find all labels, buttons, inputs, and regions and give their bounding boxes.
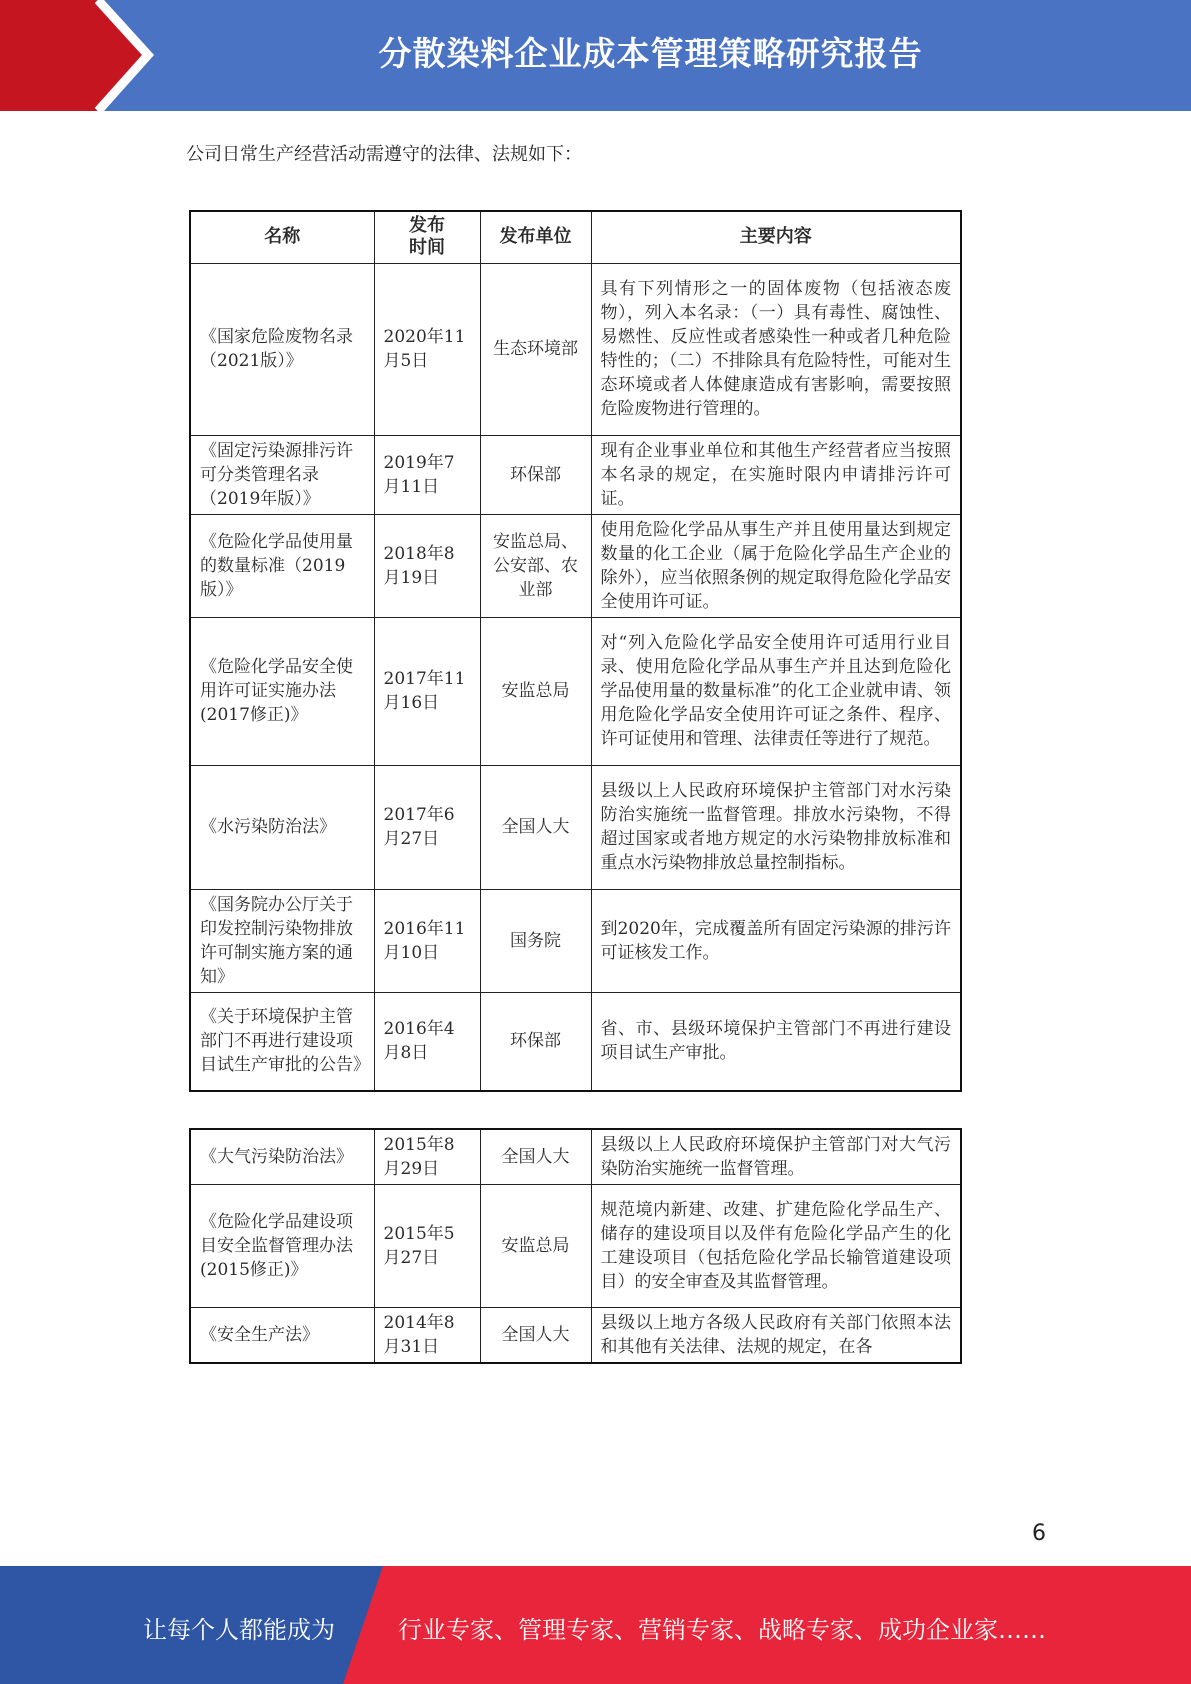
law-content: 县级以上地方各级人民政府有关部门依照本法和其他有关法律、法规的规定，在各 — [591, 1308, 961, 1364]
law-unit: 环保部 — [480, 992, 591, 1091]
footer-slogan-left: 让每个人都能成为 — [143, 1616, 335, 1644]
law-name: 《安全生产法》 — [190, 1308, 374, 1364]
law-unit: 安监总局 — [480, 1185, 591, 1308]
law-content: 到2020年，完成覆盖所有固定污染源的排污许可证核发工作。 — [591, 889, 961, 992]
report-title: 分散染料企业成本管理策略研究报告 — [378, 34, 923, 73]
law-date: 2015年5月27日 — [374, 1185, 480, 1308]
law-name: 《危险化学品安全使用许可证实施办法(2017修正)》 — [190, 617, 374, 765]
law-content: 县级以上人民政府环境保护主管部门对水污染防治实施统一监督管理。排放水污染物，不得超过国家或者地方规定的水污染物排放标准和重点水污染物排放总量控制指标。 — [591, 765, 961, 889]
column-header-unit: 发布单位 — [480, 211, 591, 263]
law-content: 使用危险化学品从事生产并且使用量达到规定数量的化工企业（属于危险化学品生产企业的除外），应当依照条例的规定取得危险化学品安全使用许可证。 — [591, 514, 961, 617]
table-row — [190, 435, 961, 514]
law-name: 《国务院办公厅关于印发控制污染物排放许可制实施方案的通知》 — [190, 889, 374, 992]
law-date: 2019年7月11日 — [374, 435, 480, 514]
table-row — [190, 1185, 961, 1308]
law-content: 县级以上人民政府环境保护主管部门对大气污染防治实施统一监督管理。 — [591, 1129, 961, 1185]
law-unit: 生态环境部 — [480, 263, 591, 435]
law-name: 《危险化学品建设项目安全监督管理办法(2015修正)》 — [190, 1185, 374, 1308]
law-date: 2017年6月27日 — [374, 765, 480, 889]
law-date: 2020年11月5日 — [374, 263, 480, 435]
table-row — [190, 263, 961, 435]
table-row — [190, 889, 961, 992]
law-date: 2017年11月16日 — [374, 617, 480, 765]
law-unit: 全国人大 — [480, 1129, 591, 1185]
law-unit: 安监总局 — [480, 617, 591, 765]
table-row — [190, 617, 961, 765]
law-name: 《固定污染源排污许可分类管理名录（2019年版）》 — [190, 435, 374, 514]
table-row — [190, 1129, 961, 1185]
table-header-row — [190, 211, 961, 263]
page-header — [0, 0, 1191, 111]
law-date: 2016年4月8日 — [374, 992, 480, 1091]
law-unit: 安监总局、公安部、农业部 — [480, 514, 591, 617]
law-date: 2016年11月10日 — [374, 889, 480, 992]
law-unit: 环保部 — [480, 435, 591, 514]
page-footer — [0, 1566, 1191, 1684]
table-row — [190, 992, 961, 1091]
law-name: 《大气污染防治法》 — [190, 1129, 374, 1185]
column-header-date: 发布 时间 — [374, 211, 480, 263]
law-content: 省、市、县级环境保护主管部门不再进行建设项目试生产审批。 — [591, 992, 961, 1091]
law-name: 《国家危险废物名录（2021版）》 — [190, 263, 374, 435]
table-row — [190, 1308, 961, 1364]
law-unit: 全国人大 — [480, 765, 591, 889]
footer-slogan-right: 行业专家、管理专家、营销专家、战略专家、成功企业家…… — [398, 1616, 1046, 1644]
law-content: 现有企业事业单位和其他生产经营者应当按照本名录的规定，在实施时限内申请排污许可证。 — [591, 435, 961, 514]
law-unit: 全国人大 — [480, 1308, 591, 1364]
law-content: 规范境内新建、改建、扩建危险化学品生产、储存的建设项目以及伴有危险化学品产生的化工建设项目（包括危险化学品长输管道建设项目）的安全审查及其监督管理。 — [591, 1185, 961, 1308]
law-content: 具有下列情形之一的固体废物（包括液态废物），列入本名录：（一）具有毒性、腐蚀性、易燃性、反应性或者感染性一种或者几种危险特性的；（二）不排除具有危险特性，可能对生态环境或者人体健康造成有害影响，需要按照危险废物进行管理的。 — [591, 263, 961, 435]
law-name: 《水污染防治法》 — [190, 765, 374, 889]
law-name: 《关于环境保护主管部门不再进行建设项目试生产审批的公告》 — [190, 992, 374, 1091]
intro-text: 公司日常生产经营活动需遵守的法律、法规如下： — [186, 144, 582, 165]
law-date: 2014年8月31日 — [374, 1308, 480, 1364]
column-header-content: 主要内容 — [591, 211, 961, 263]
laws-table-part-2 — [189, 1128, 962, 1364]
law-name: 《危险化学品使用量的数量标准（2019版）》 — [190, 514, 374, 617]
column-header-name: 名称 — [190, 211, 374, 263]
page-number: 6 — [1032, 1521, 1046, 1546]
law-date: 2015年8月29日 — [374, 1129, 480, 1185]
law-unit: 国务院 — [480, 889, 591, 992]
laws-table-part-1 — [189, 210, 962, 1092]
table-row — [190, 765, 961, 889]
law-date: 2018年8月19日 — [374, 514, 480, 617]
law-content: 对“列入危险化学品安全使用许可适用行业目录、使用危险化学品从事生产并且达到危险化学品使用量的数量标准”的化工企业就申请、领用危险化学品安全使用许可证之条件、程序、许可证使用和管理、法律责任等进行了规范。 — [591, 617, 961, 765]
table-row — [190, 514, 961, 617]
